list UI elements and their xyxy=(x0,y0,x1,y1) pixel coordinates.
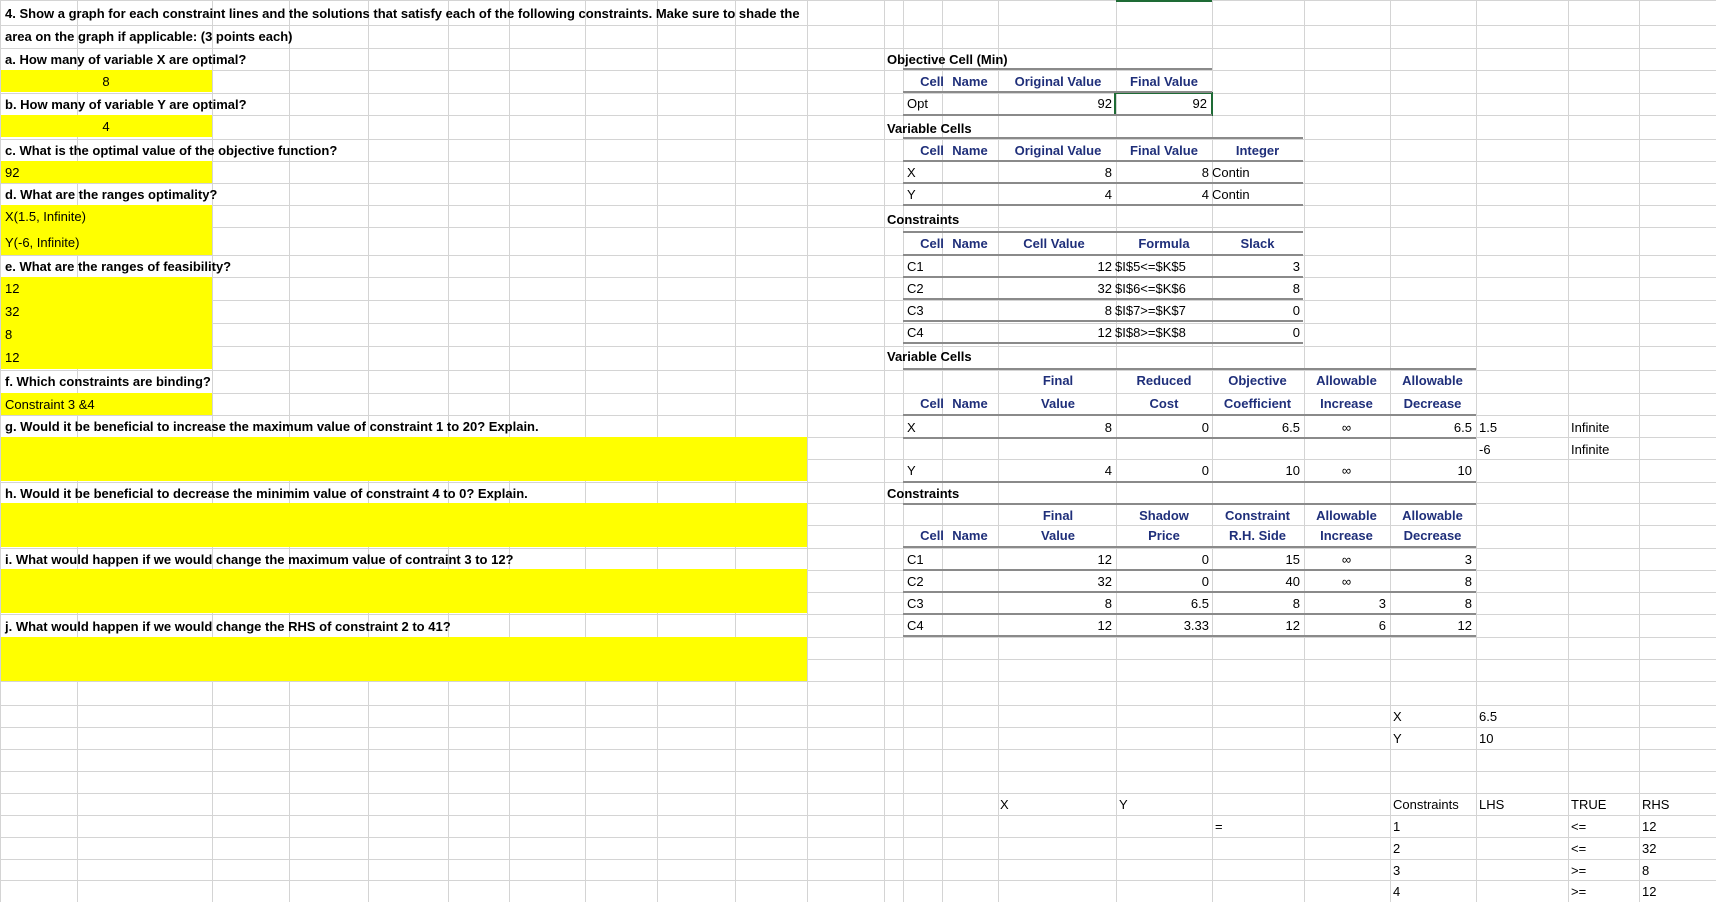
constraints-title: Constraints xyxy=(887,211,960,227)
question-4-line1: 4. Show a graph for each constraint lines and the solutions that satisfy each of the following constraints. Make sure to shade the xyxy=(5,6,800,21)
var-x-original: 8 xyxy=(1104,164,1112,180)
side-y-high: Infinite xyxy=(1571,441,1610,457)
var-x-final: 8 xyxy=(1201,164,1209,180)
sens-c-h-allow-dec-2: Decrease xyxy=(1403,527,1462,543)
var-header-cell: Cell xyxy=(920,142,944,158)
rule xyxy=(903,437,1476,439)
sens-c-h-final-2: Value xyxy=(1041,527,1075,543)
rule xyxy=(903,276,1303,278)
question-h: h. Would it be beneficial to decrease the minimim value of constraint 4 to 0? Explain. xyxy=(5,485,528,501)
objective-cell-title: Objective Cell (Min) xyxy=(887,51,1008,67)
rule xyxy=(903,635,1476,637)
obj-header-cell: Cell xyxy=(920,73,944,89)
sens-c1-cell: C1 xyxy=(907,551,924,567)
bottom-row-4-rhs: 12 xyxy=(1642,883,1657,899)
var-header-integer: Integer xyxy=(1235,142,1280,158)
sens-h-cell: Cell xyxy=(920,395,944,411)
bottom-row-4-n: 4 xyxy=(1393,883,1401,899)
con-header-cell-value: Cell Value xyxy=(1023,235,1085,251)
con-c3-slack: 0 xyxy=(1292,302,1300,318)
obj-header-name: Name xyxy=(952,73,988,89)
lhs-label: LHS xyxy=(1479,796,1505,812)
sens-c1-shadow: 0 xyxy=(1201,551,1209,567)
variable-cells-title: Variable Cells xyxy=(887,120,972,136)
sens-c1-rhs: 15 xyxy=(1285,551,1300,567)
sens-h-objective-1: Objective xyxy=(1228,372,1287,388)
sens-c-h-shadow-1: Shadow xyxy=(1139,507,1189,523)
question-g: g. Would it be beneficial to increase the maximum value of constraint 1 to 20? Explain. xyxy=(5,418,539,434)
question-b: b. How many of variable Y are optimal? xyxy=(5,96,247,112)
con-c2-value: 32 xyxy=(1097,280,1112,296)
obj-header-final: Final Value xyxy=(1130,73,1198,89)
rule xyxy=(903,182,1303,184)
sens-c1-inc: ∞ xyxy=(1341,551,1352,567)
bottom-row-2-rhs: 32 xyxy=(1642,840,1657,856)
answer-a[interactable]: 8 xyxy=(102,73,110,89)
bottom-row-3-rhs: 8 xyxy=(1642,862,1650,878)
bottom-row-2-n: 2 xyxy=(1393,840,1401,856)
answer-fill xyxy=(1,569,807,613)
column-selection-marker xyxy=(1116,0,1212,2)
rule xyxy=(903,368,1476,370)
sens-var-y-reduced: 0 xyxy=(1201,462,1209,478)
con-c4-formula: $I$8>=$K$8 xyxy=(1115,324,1186,340)
rule xyxy=(903,342,1303,344)
sens-c-h-allow-inc-1: Allowable xyxy=(1316,507,1377,523)
sens-c-h-allow-inc-2: Increase xyxy=(1320,527,1373,543)
answer-e-4[interactable]: 12 xyxy=(5,349,20,365)
answer-e-2[interactable]: 32 xyxy=(5,303,20,319)
rhs-label: RHS xyxy=(1642,796,1670,812)
side-y-low: -6 xyxy=(1479,441,1491,457)
sens-h-reduced-1: Reduced xyxy=(1136,372,1192,388)
con-c1-slack: 3 xyxy=(1292,258,1300,274)
sens-h-allow-inc-2: Increase xyxy=(1320,395,1373,411)
question-e: e. What are the ranges of feasibility? xyxy=(5,258,232,274)
sens-c1-dec: 3 xyxy=(1464,551,1472,567)
rule xyxy=(903,320,1303,322)
var-header-final: Final Value xyxy=(1130,142,1198,158)
bottom-row-1-rhs: 12 xyxy=(1642,818,1657,834)
rule xyxy=(903,298,1303,300)
sens-c3-cell: C3 xyxy=(907,595,924,611)
obj-original-value: 92 xyxy=(1097,95,1112,111)
sens-var-y-cell: Y xyxy=(907,462,916,478)
sens-c2-rhs: 40 xyxy=(1285,573,1300,589)
answer-d-x[interactable]: X(1.5, Infinite) xyxy=(5,208,86,224)
sens-h-reduced-2: Cost xyxy=(1149,395,1179,411)
sens-c4-shadow: 3.33 xyxy=(1183,617,1209,633)
sens-h-allow-dec-1: Allowable xyxy=(1402,372,1463,388)
sens-c2-shadow: 0 xyxy=(1201,573,1209,589)
sens-c3-dec: 8 xyxy=(1464,595,1472,611)
rule xyxy=(903,613,1476,615)
con-c4-value: 12 xyxy=(1097,324,1112,340)
answer-e-3[interactable]: 8 xyxy=(5,326,13,342)
question-d: d. What are the ranges optimality? xyxy=(5,186,218,202)
sens-c-h-rhs-1: Constraint xyxy=(1225,507,1290,523)
sens-var-x-cell: X xyxy=(907,419,916,435)
answer-fill xyxy=(1,503,807,547)
con-c4-cell: C4 xyxy=(907,324,924,340)
question-4-line2: area on the graph if applicable: (3 points each) xyxy=(5,29,293,44)
rule xyxy=(903,481,1476,483)
rule xyxy=(903,546,1476,548)
sens-c3-rhs: 8 xyxy=(1292,595,1300,611)
sens-c4-rhs: 12 xyxy=(1285,617,1300,633)
sens-c4-dec: 12 xyxy=(1457,617,1472,633)
con-header-formula: Formula xyxy=(1138,235,1190,251)
bottom-y-label: Y xyxy=(1393,730,1402,746)
con-c2-cell: C2 xyxy=(907,280,924,296)
var-y-integer: Contin xyxy=(1212,186,1250,202)
sens-var-y-inc: ∞ xyxy=(1341,462,1352,478)
bottom-row-1-n: 1 xyxy=(1393,818,1401,834)
con-header-slack: Slack xyxy=(1240,235,1275,251)
var-header-original: Original Value xyxy=(1014,142,1102,158)
question-j: j. What would happen if we would change the RHS of constraint 2 to 41? xyxy=(5,618,451,634)
sens-c-h-allow-dec-1: Allowable xyxy=(1402,507,1463,523)
answer-fill xyxy=(1,437,807,481)
con-c1-cell: C1 xyxy=(907,258,924,274)
sens-var-x-final: 8 xyxy=(1104,419,1112,435)
sens-c2-dec: 8 xyxy=(1464,573,1472,589)
obj-final-value[interactable]: 92 xyxy=(1192,95,1207,111)
con-c1-formula: $I$5<=$K$5 xyxy=(1115,258,1186,274)
answer-d-y[interactable]: Y(-6, Infinite) xyxy=(5,234,80,250)
con-header-name: Name xyxy=(952,235,988,251)
sens-c-h-name: Name xyxy=(952,527,988,543)
answer-c[interactable]: 92 xyxy=(5,164,20,180)
rule xyxy=(903,114,1212,116)
sens-c1-final: 12 xyxy=(1097,551,1112,567)
sens-h-allow-dec-2: Decrease xyxy=(1403,395,1462,411)
sens-var-x-inc: ∞ xyxy=(1341,419,1352,435)
con-c1-value: 12 xyxy=(1097,258,1112,274)
question-c: c. What is the optimal value of the objective function? xyxy=(5,142,338,158)
sens-c4-cell: C4 xyxy=(907,617,924,633)
rule xyxy=(903,91,1212,93)
obj-header-original: Original Value xyxy=(1014,73,1102,89)
var-x-integer: Contin xyxy=(1212,164,1250,180)
sens-var-x-coef: 6.5 xyxy=(1281,419,1300,435)
bottom-y-value: 10 xyxy=(1479,730,1494,746)
bottom-row-4-op: >= xyxy=(1571,883,1587,899)
con-c4-slack: 0 xyxy=(1292,324,1300,340)
var-cell-y: Y xyxy=(907,186,916,202)
bottom-x-value: 6.5 xyxy=(1479,708,1498,724)
sens-c3-shadow: 6.5 xyxy=(1190,595,1209,611)
bottom-row-3-n: 3 xyxy=(1393,862,1401,878)
con-c2-formula: $I$6<=$K$6 xyxy=(1115,280,1186,296)
con-c3-value: 8 xyxy=(1104,302,1112,318)
obj-cell-opt: Opt xyxy=(907,95,928,111)
sens-h-objective-2: Coefficient xyxy=(1223,395,1292,411)
sens-c4-final: 12 xyxy=(1097,617,1112,633)
rule xyxy=(903,68,1212,70)
var-y-original: 4 xyxy=(1104,186,1112,202)
con-header-cell: Cell xyxy=(920,235,944,251)
sens-h-allow-inc-1: Allowable xyxy=(1316,372,1377,388)
sens-c-h-final-1: Final xyxy=(1042,507,1074,523)
sens-var-y-dec: 10 xyxy=(1457,462,1472,478)
var-y-final: 4 xyxy=(1201,186,1209,202)
answer-fill xyxy=(1,637,807,681)
sens-var-y-final: 4 xyxy=(1104,462,1112,478)
answer-fill xyxy=(1,277,212,369)
rule xyxy=(903,137,1303,139)
con-c2-slack: 8 xyxy=(1292,280,1300,296)
sens-var-x-dec: 6.5 xyxy=(1453,419,1472,435)
sens-var-y-coef: 10 xyxy=(1285,462,1300,478)
sens-c4-inc: 6 xyxy=(1378,617,1386,633)
question-a: a. How many of variable X are optimal? xyxy=(5,51,247,67)
sens-variable-cells-title: Variable Cells xyxy=(887,348,972,364)
sens-c2-inc: ∞ xyxy=(1341,573,1352,589)
answer-e-1[interactable]: 12 xyxy=(5,280,20,296)
rule xyxy=(903,231,1303,233)
rule xyxy=(903,254,1303,256)
sens-c3-final: 8 xyxy=(1104,595,1112,611)
question-i: i. What would happen if we would change the maximum value of contraint 3 to 12? xyxy=(5,551,514,567)
sens-c-h-cell: Cell xyxy=(920,527,944,543)
bottom-row-2-op: <= xyxy=(1571,840,1587,856)
sens-c-h-shadow-2: Price xyxy=(1148,527,1180,543)
answer-f[interactable]: Constraint 3 &4 xyxy=(5,396,95,412)
sens-constraints-title: Constraints xyxy=(887,485,960,501)
rule xyxy=(903,591,1476,593)
sens-c2-cell: C2 xyxy=(907,573,924,589)
rule xyxy=(903,503,1476,505)
bottom-x-head: X xyxy=(1000,796,1009,812)
var-cell-x: X xyxy=(907,164,916,180)
sens-c2-final: 32 xyxy=(1097,573,1112,589)
question-f: f. Which constraints are binding? xyxy=(5,373,211,389)
bottom-y-head: Y xyxy=(1119,796,1128,812)
sens-c-h-rhs-2: R.H. Side xyxy=(1228,527,1287,543)
side-x-low: 1.5 xyxy=(1479,419,1498,435)
answer-b[interactable]: 4 xyxy=(102,118,110,134)
rule xyxy=(903,569,1476,571)
sens-h-final-1: Final xyxy=(1042,372,1074,388)
sens-var-x-reduced: 0 xyxy=(1201,419,1209,435)
bottom-row-1-op: <= xyxy=(1571,818,1587,834)
bottom-x-label: X xyxy=(1393,708,1402,724)
rule xyxy=(903,160,1303,162)
true-label: TRUE xyxy=(1571,796,1607,812)
constraints-label: Constraints xyxy=(1393,796,1459,812)
var-header-name: Name xyxy=(952,142,988,158)
rule xyxy=(903,204,1303,206)
side-x-high: Infinite xyxy=(1571,419,1610,435)
con-c3-cell: C3 xyxy=(907,302,924,318)
con-c3-formula: $I$7>=$K$7 xyxy=(1115,302,1186,318)
sens-c3-inc: 3 xyxy=(1378,595,1386,611)
answer-fill xyxy=(1,161,212,183)
rule xyxy=(903,414,1476,416)
bottom-equals: = xyxy=(1215,818,1223,834)
sens-h-final-2: Value xyxy=(1041,395,1075,411)
bottom-row-3-op: >= xyxy=(1571,862,1587,878)
sens-h-name: Name xyxy=(952,395,988,411)
